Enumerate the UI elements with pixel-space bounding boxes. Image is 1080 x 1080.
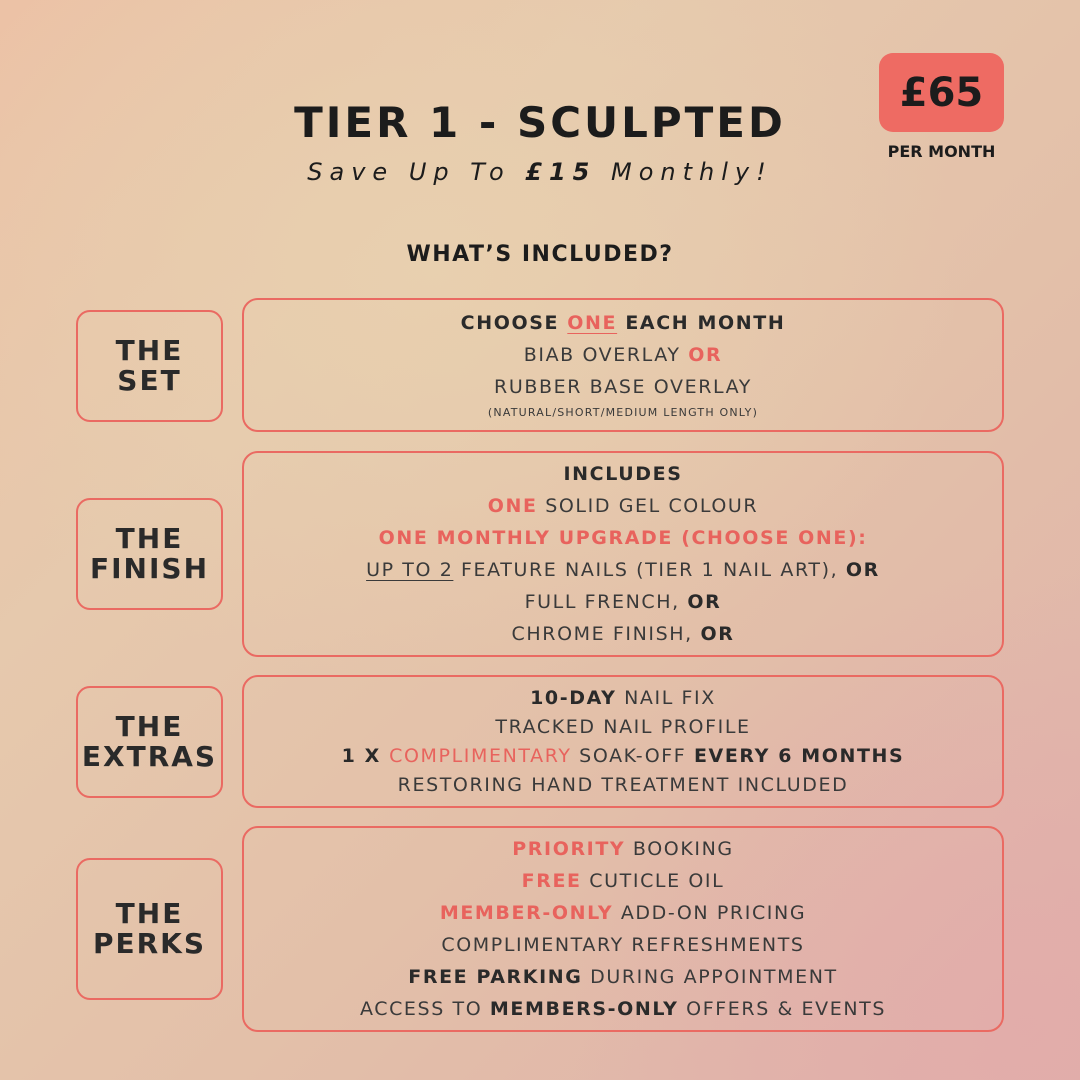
perks-label-line1: THE xyxy=(115,897,184,930)
subtitle-suffix: Monthly! xyxy=(596,158,773,186)
extras-panel xyxy=(242,675,1004,808)
finish-colour-text: SOLID GEL COLOUR xyxy=(537,495,759,517)
set-label xyxy=(76,310,223,422)
price-badge: £65 xyxy=(879,53,1004,132)
subtitle-amount: £15 xyxy=(525,158,597,186)
perks-priority-text: PRIORITY xyxy=(512,838,626,860)
extras-soakoff-text: SOAK-OFF xyxy=(571,744,694,767)
extras-line-soakoff xyxy=(342,742,905,771)
perks-access-text: ACCESS TO xyxy=(359,998,490,1020)
finish-line-upgrade xyxy=(379,522,868,554)
finish-line-colour xyxy=(488,490,759,522)
extras-nailfix-text: NAIL FIX xyxy=(616,686,716,709)
finish-chrome-text: CHROME FINISH, xyxy=(511,623,701,645)
finish-or2-text: OR xyxy=(687,591,722,613)
finish-line-feature xyxy=(366,554,880,586)
finish-label-line1: THE xyxy=(115,522,184,555)
finish-line-includes xyxy=(563,458,682,490)
set-or-text: OR xyxy=(688,344,723,366)
finish-label xyxy=(76,498,223,610)
finish-upgrade-text: ONE MONTHLY UPGRADE (CHOOSE ONE): xyxy=(378,527,868,549)
price-period: PER MONTH xyxy=(887,142,996,161)
set-line-rubber: RUBBER BASE OVERLAY xyxy=(494,376,752,398)
included-heading: WHAT’S INCLUDED? xyxy=(406,242,674,267)
finish-line-chrome xyxy=(512,618,735,650)
set-biab-text: BIAB OVERLAY xyxy=(523,344,689,366)
perks-line-offers xyxy=(360,993,886,1025)
finish-panel xyxy=(242,451,1004,657)
perks-line-oil xyxy=(522,865,725,897)
perks-label-line2: PERKS xyxy=(92,927,207,960)
finish-one-text: ONE xyxy=(487,495,538,517)
extras-label-line2: EXTRAS xyxy=(81,740,218,773)
set-one-text: ONE xyxy=(567,312,618,334)
perks-freeparking-text: FREE PARKING xyxy=(408,966,583,988)
extras-line-hand: RESTORING HAND TREATMENT INCLUDED xyxy=(397,773,849,796)
perks-line-booking xyxy=(512,833,733,865)
page-title: TIER 1 - SCULPTED xyxy=(294,98,786,147)
set-panel xyxy=(242,298,1004,432)
extras-line-profile: TRACKED NAIL PROFILE xyxy=(495,715,751,738)
extras-label xyxy=(76,686,223,798)
extras-1x-text: 1 X xyxy=(341,744,390,767)
extras-10day-text: 10-DAY xyxy=(530,686,617,709)
set-label-line2: SET xyxy=(117,364,182,397)
perks-free-text: FREE xyxy=(521,870,582,892)
set-line-choose xyxy=(461,307,786,339)
set-line-biab xyxy=(524,339,723,371)
finish-upto-text: UP TO 2 xyxy=(366,559,454,581)
perks-offers-text: OFFERS & EVENTS xyxy=(678,998,887,1020)
perks-pricing-text: ADD-ON PRICING xyxy=(613,902,807,924)
page-subtitle xyxy=(0,158,1080,186)
perks-line-refreshments: COMPLIMENTARY REFRESHMENTS xyxy=(441,934,805,956)
perks-appointment-text: DURING APPOINTMENT xyxy=(582,966,838,988)
subtitle-prefix: Save Up To xyxy=(307,158,526,186)
set-label-line1: THE xyxy=(115,334,184,367)
perks-membersonly-text: MEMBERS-ONLY xyxy=(489,998,679,1020)
perks-memberonly-text: MEMBER-ONLY xyxy=(439,902,614,924)
perks-oil-text: CUTICLE OIL xyxy=(581,870,725,892)
finish-feature-text: FEATURE NAILS (TIER 1 NAIL ART), xyxy=(453,559,846,581)
set-line-note: (NATURAL/SHORT/MEDIUM LENGTH ONLY) xyxy=(487,406,759,419)
extras-line-fix xyxy=(530,684,716,713)
perks-label xyxy=(76,858,223,1000)
perks-line-parking xyxy=(408,961,837,993)
set-each-month-text: EACH MONTH xyxy=(617,312,786,334)
finish-or3-text: OR xyxy=(700,623,735,645)
perks-booking-text: BOOKING xyxy=(625,838,734,860)
finish-label-line2: FINISH xyxy=(90,552,209,585)
finish-includes-text: INCLUDES xyxy=(563,463,683,485)
extras-every6-text: EVERY 6 MONTHS xyxy=(693,744,905,767)
finish-or1-text: OR xyxy=(845,559,880,581)
extras-label-line1: THE xyxy=(115,710,184,743)
perks-line-pricing xyxy=(440,897,806,929)
perks-panel xyxy=(242,826,1004,1032)
extras-complimentary-text: COMPLIMENTARY xyxy=(389,744,572,767)
set-choose-text: CHOOSE xyxy=(460,312,568,334)
finish-line-french xyxy=(525,586,722,618)
finish-french-text: FULL FRENCH, xyxy=(524,591,688,613)
